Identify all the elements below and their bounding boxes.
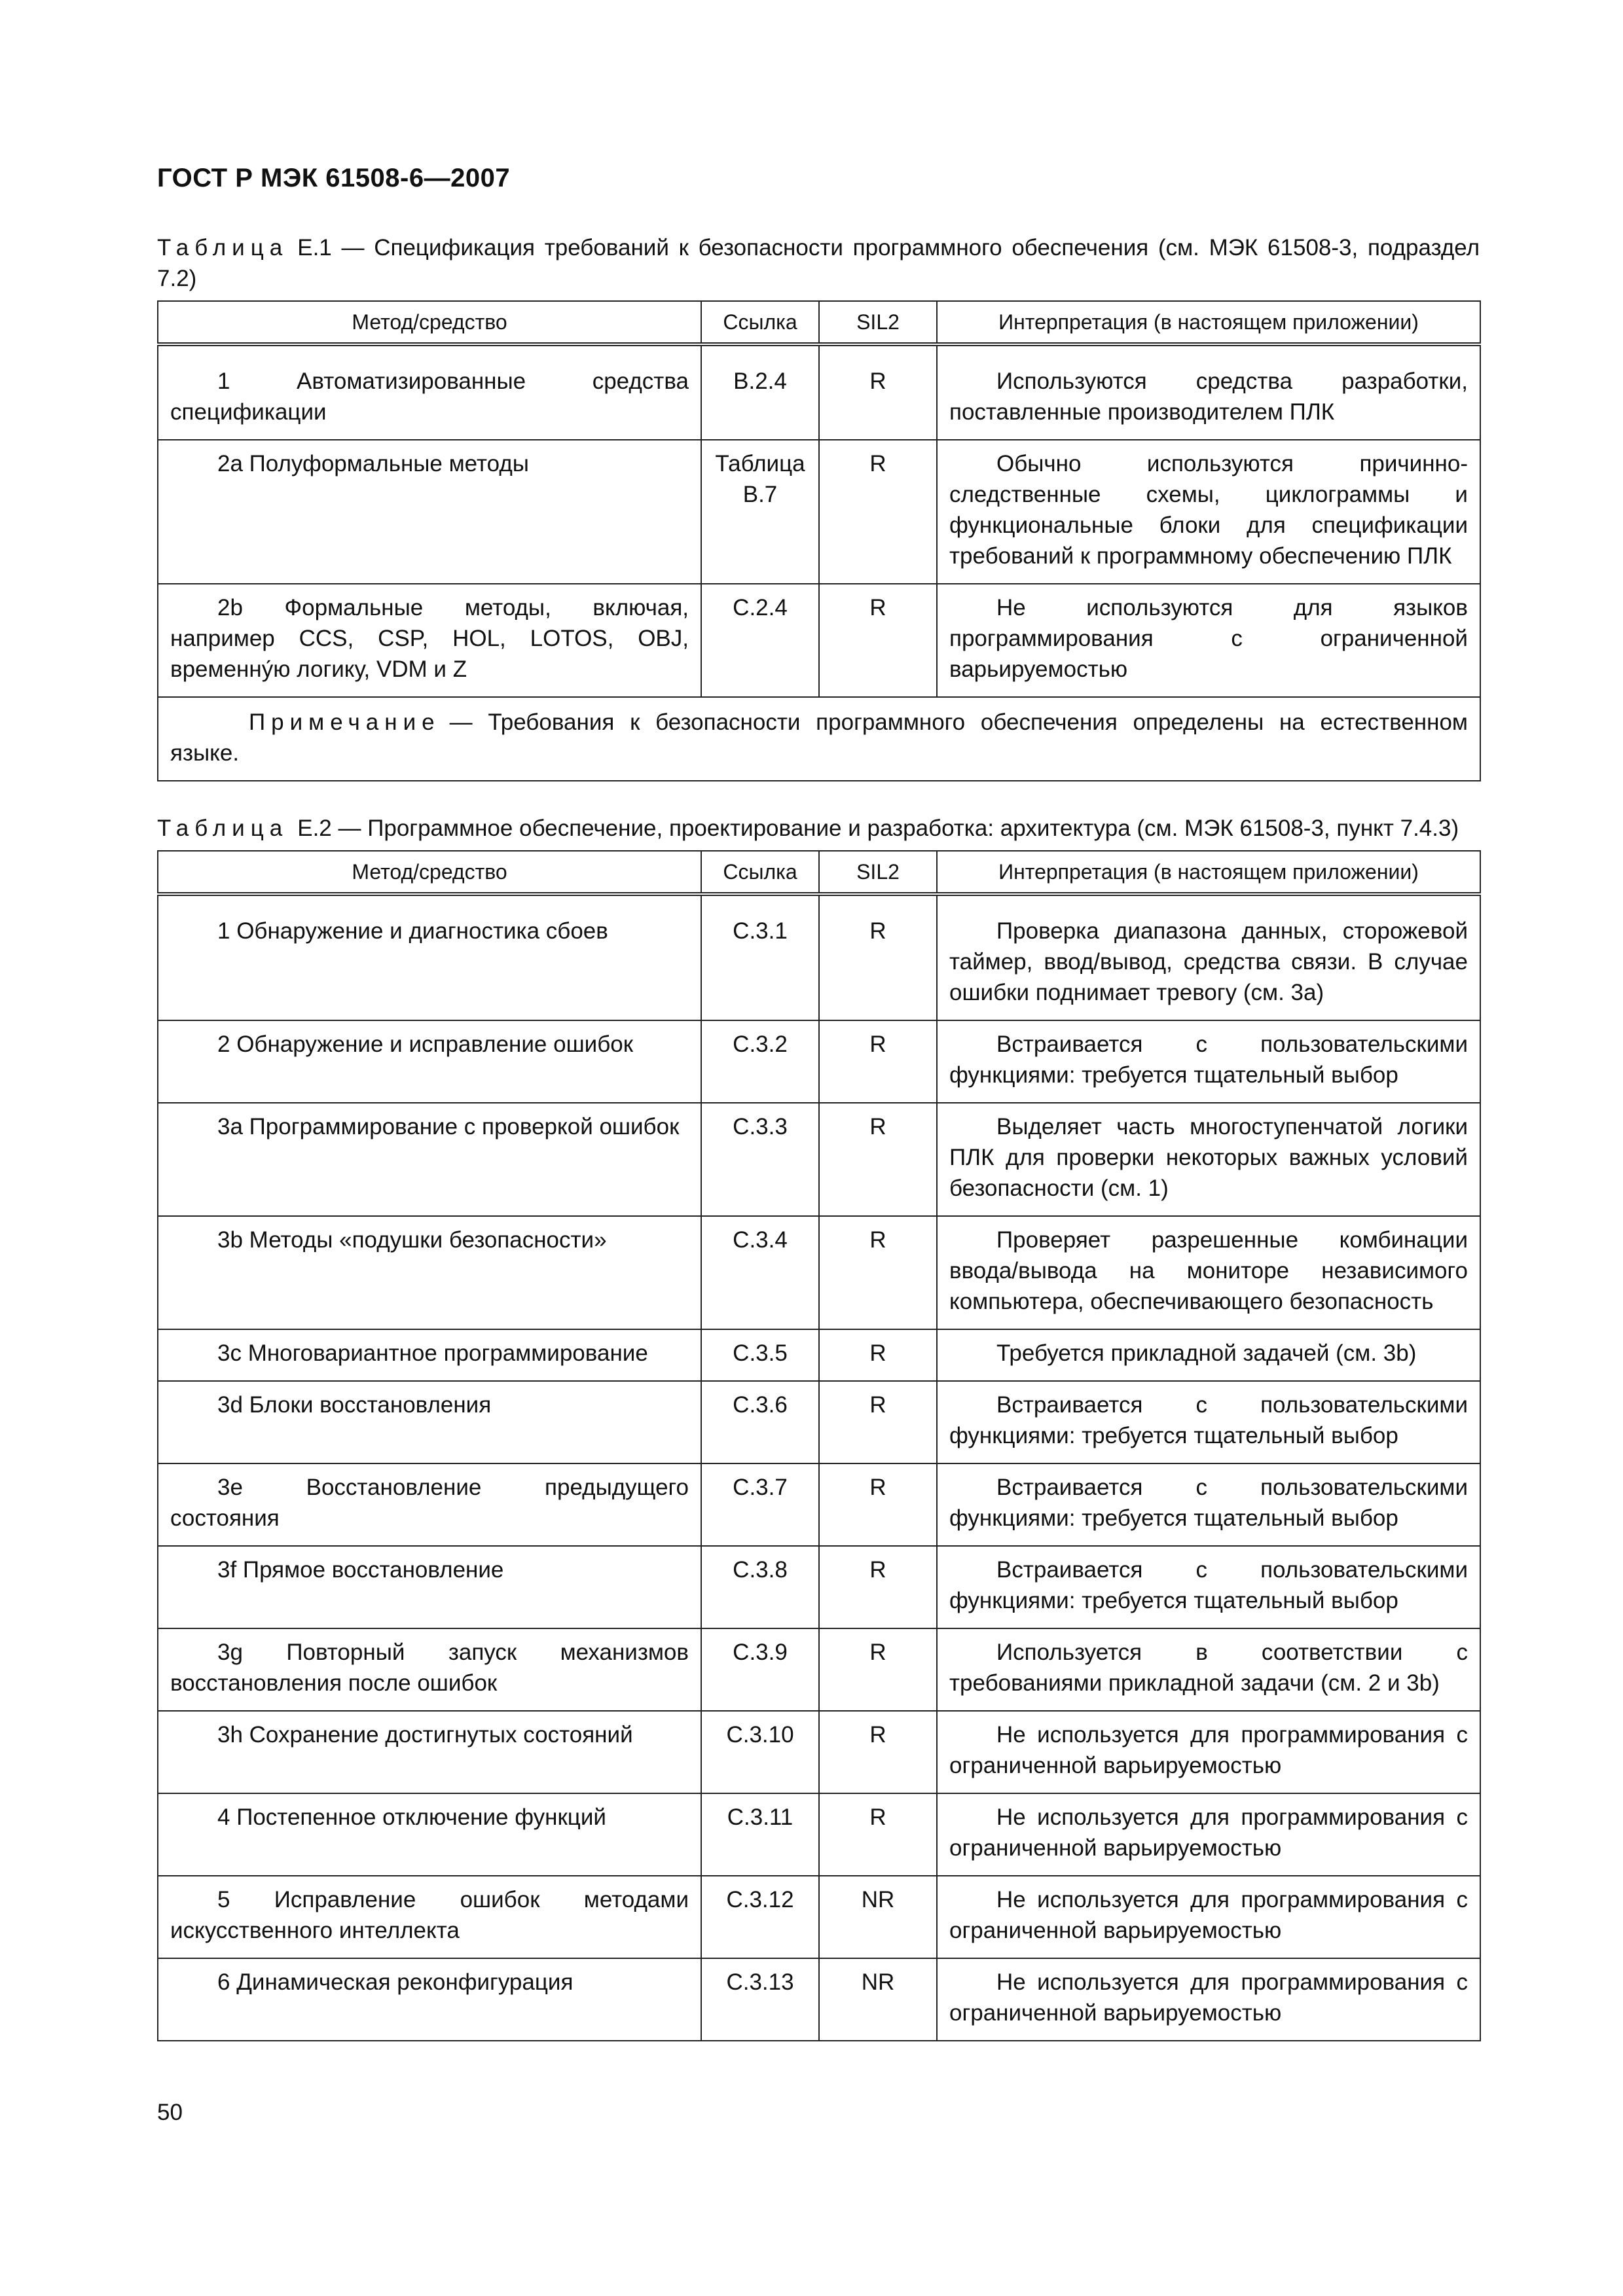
reference-cell: C.2.4: [701, 584, 819, 697]
reference-cell: B.2.4: [701, 344, 819, 440]
table-e2-caption: [157, 813, 1480, 844]
interpretation-cell: Выделяет часть многоступенчатой логики ПЛК для проверки некоторых важных условий безопасности (см. 1): [937, 1103, 1480, 1216]
method-cell: 3d Блоки восстановления: [158, 1381, 701, 1463]
table-note: [158, 697, 1480, 781]
method-cell: 3a Программирование с проверкой ошибок: [158, 1103, 701, 1216]
interpretation-cell: Не используется для программирования с ограниченной варьируемостью: [937, 1711, 1480, 1793]
reference-cell: C.3.3: [701, 1103, 819, 1216]
column-header-ref: Ссылка: [701, 851, 819, 894]
method-cell: 5 Исправление ошибок методами искусственного интеллекта: [158, 1876, 701, 1958]
sil-cell: R: [819, 1711, 937, 1793]
interpretation-cell: Встраивается с пользовательскими функциями: требуется тщательный выбор: [937, 1381, 1480, 1463]
table-row: [158, 894, 1480, 1020]
sil-cell: R: [819, 1546, 937, 1628]
sil-cell: R: [819, 1216, 937, 1329]
interpretation-cell: Проверяет разрешенные комбинации ввода/вывода на мониторе независимого компьютера, обеспечивающего безопасность: [937, 1216, 1480, 1329]
column-header-sil: SIL2: [819, 851, 937, 894]
reference-cell: C.3.4: [701, 1216, 819, 1329]
table-header-row: [158, 851, 1480, 894]
method-cell: 1 Обнаружение и диагностика сбоев: [158, 894, 701, 1020]
table-e2-caption-word: Таблица: [157, 816, 289, 841]
reference-cell: C.3.10: [701, 1711, 819, 1793]
sil-cell: R: [819, 584, 937, 697]
reference-cell: C.3.11: [701, 1793, 819, 1876]
interpretation-cell: Встраивается с пользовательскими функциями: требуется тщательный выбор: [937, 1020, 1480, 1103]
sil-cell: R: [819, 894, 937, 1020]
method-cell: 3h Сохранение достигнутых состояний: [158, 1711, 701, 1793]
reference-cell: C.3.6: [701, 1381, 819, 1463]
table-row: [158, 1216, 1480, 1329]
sil-cell: R: [819, 1463, 937, 1546]
table-note-row: [158, 697, 1480, 781]
interpretation-cell: Обычно используются причинно-следственные схемы, циклограммы и функциональные блоки для спецификации требований к программному обеспечению ПЛК: [937, 440, 1480, 584]
column-header-interp: Интерпретация (в настоящем приложении): [937, 851, 1480, 894]
sil-cell: NR: [819, 1958, 937, 2041]
sil-cell: R: [819, 1381, 937, 1463]
column-header-sil: SIL2: [819, 301, 937, 344]
table-row: [158, 1381, 1480, 1463]
method-cell: 1 Автоматизированные средства спецификации: [158, 344, 701, 440]
sil-cell: R: [819, 1329, 937, 1381]
interpretation-cell: Не используются для языков программирования с ограниченной варьируемостью: [937, 584, 1480, 697]
method-cell: 3b Методы «подушки безопасности»: [158, 1216, 701, 1329]
table-e1-caption: [157, 232, 1480, 294]
table-e2-body: [158, 894, 1480, 2041]
sil-cell: NR: [819, 1876, 937, 1958]
reference-cell: C.3.1: [701, 894, 819, 1020]
note-text: — Требования к безопасности программного обеспечения определены на естественном языке.: [170, 709, 1468, 766]
table-e2: [157, 850, 1481, 2041]
table-e1-body: [158, 344, 1480, 781]
interpretation-cell: Не используется для программирования с ограниченной варьируемостью: [937, 1958, 1480, 2041]
table-header-row: [158, 301, 1480, 344]
interpretation-cell: Требуется прикладной задачей (см. 3b): [937, 1329, 1480, 1381]
table-row: [158, 1958, 1480, 2041]
table-e1-caption-word: Таблица: [157, 235, 289, 260]
reference-cell: C.3.12: [701, 1876, 819, 1958]
column-header-method: Метод/средство: [158, 851, 701, 894]
method-cell: 2a Полуформальные методы: [158, 440, 701, 584]
table-row: [158, 1546, 1480, 1628]
table-row: [158, 584, 1480, 697]
reference-cell: C.3.2: [701, 1020, 819, 1103]
interpretation-cell: Встраивается с пользовательскими функциями: требуется тщательный выбор: [937, 1463, 1480, 1546]
reference-cell: C.3.8: [701, 1546, 819, 1628]
table-row: [158, 344, 1480, 440]
reference-cell: C.3.13: [701, 1958, 819, 2041]
table-row: [158, 1711, 1480, 1793]
method-cell: 3g Повторный запуск механизмов восстановления после ошибок: [158, 1628, 701, 1711]
column-header-method: Метод/средство: [158, 301, 701, 344]
interpretation-cell: Используются средства разработки, поставленные производителем ПЛК: [937, 344, 1480, 440]
method-cell: 3e Восстановление предыдущего состояния: [158, 1463, 701, 1546]
table-e1: [157, 300, 1481, 781]
table-row: [158, 1103, 1480, 1216]
reference-cell: C.3.5: [701, 1329, 819, 1381]
table-row: [158, 1463, 1480, 1546]
note-label: Примечание: [249, 709, 441, 735]
sil-cell: R: [819, 1020, 937, 1103]
sil-cell: R: [819, 1103, 937, 1216]
column-header-ref: Ссылка: [701, 301, 819, 344]
sil-cell: R: [819, 344, 937, 440]
table-e2-caption-text: Е.2 — Программное обеспечение, проектирование и разработка: архитектура (см. МЭК 61508-3, пункт 7.4.3): [297, 816, 1459, 841]
interpretation-cell: Не используется для программирования с ограниченной варьируемостью: [937, 1793, 1480, 1876]
method-cell: 4 Постепенное отключение функций: [158, 1793, 701, 1876]
interpretation-cell: Не используется для программирования с ограниченной варьируемостью: [937, 1876, 1480, 1958]
sil-cell: R: [819, 1628, 937, 1711]
table-row: [158, 440, 1480, 584]
sil-cell: R: [819, 440, 937, 584]
table-row: [158, 1329, 1480, 1381]
table-row: [158, 1628, 1480, 1711]
table-row: [158, 1020, 1480, 1103]
reference-cell: Таблица B.7: [701, 440, 819, 584]
method-cell: 2 Обнаружение и исправление ошибок: [158, 1020, 701, 1103]
interpretation-cell: Проверка диапазона данных, сторожевой таймер, ввод/вывод, средства связи. В случае ошибки поднимает тревогу (см. 3а): [937, 894, 1480, 1020]
interpretation-cell: Используется в соответствии с требованиями прикладной задачи (см. 2 и 3b): [937, 1628, 1480, 1711]
page-number: 50: [157, 2100, 183, 2125]
method-cell: 3f Прямое восстановление: [158, 1546, 701, 1628]
column-header-interp: Интерпретация (в настоящем приложении): [937, 301, 1480, 344]
interpretation-cell: Встраивается с пользовательскими функциями: требуется тщательный выбор: [937, 1546, 1480, 1628]
document-page: [157, 164, 1480, 2041]
table-row: [158, 1793, 1480, 1876]
reference-cell: C.3.9: [701, 1628, 819, 1711]
document-header: ГОСТ Р МЭК 61508-6—2007: [157, 164, 511, 192]
table-e1-caption-text: Е.1 — Спецификация требований к безопасности программного обеспечения (см. МЭК 61508-3, подраздел 7.2): [157, 235, 1480, 291]
method-cell: 3c Многовариантное программирование: [158, 1329, 701, 1381]
method-cell: 6 Динамическая реконфигурация: [158, 1958, 701, 2041]
reference-cell: C.3.7: [701, 1463, 819, 1546]
sil-cell: R: [819, 1793, 937, 1876]
table-row: [158, 1876, 1480, 1958]
method-cell: 2b Формальные методы, включая, например CCS, CSP, HOL, LOTOS, OBJ, временну́ю логику, VDM и Z: [158, 584, 701, 697]
